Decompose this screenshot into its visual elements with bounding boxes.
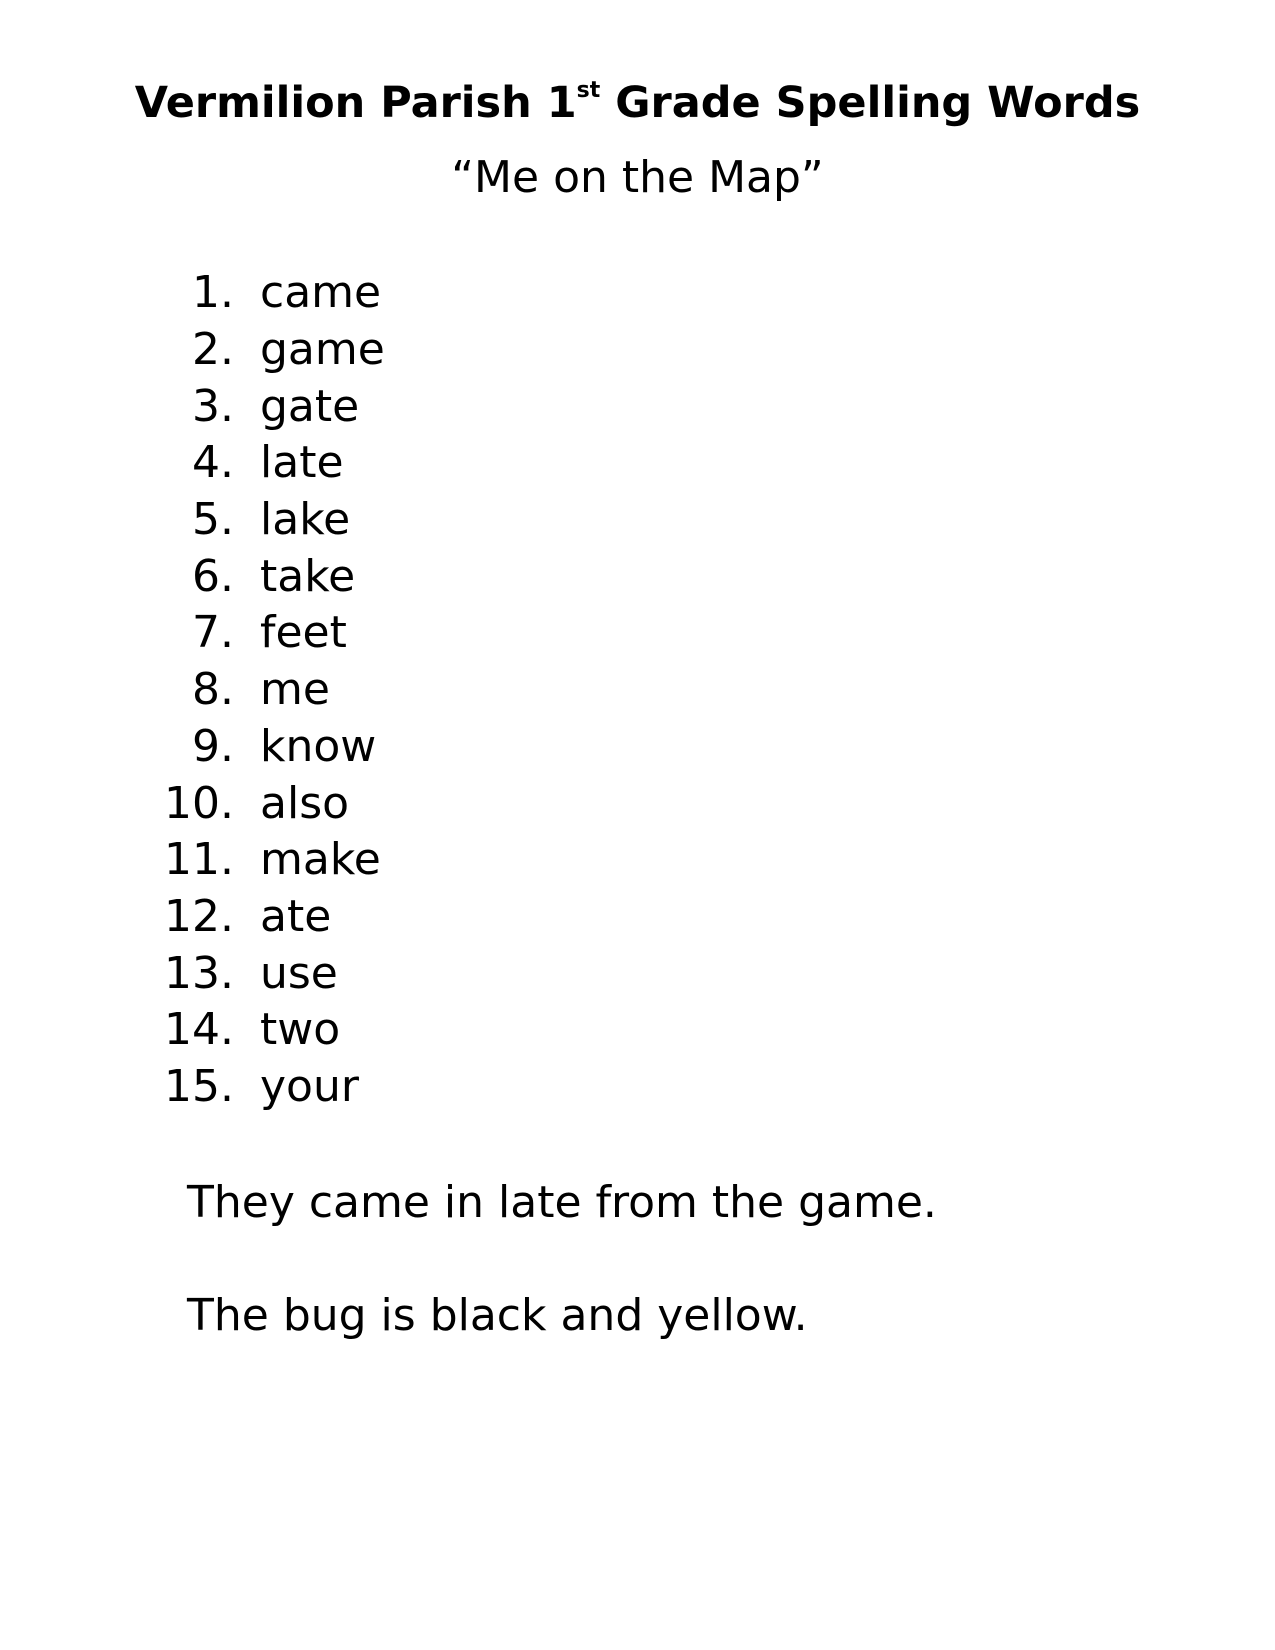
list-item [150,832,385,889]
spelling-word: take [260,550,356,602]
list-item [150,1059,385,1116]
spelling-word: late [260,437,344,489]
spelling-word: came [260,267,382,319]
list-item [150,719,385,776]
item-number: 15. [164,1060,234,1112]
list-item [150,945,385,1002]
item-number: 5. [192,494,234,546]
item-number: 4. [192,437,234,489]
list-item [150,548,385,605]
item-number: 1. [192,267,234,319]
list-item [150,775,385,832]
example-sentence-2: The bug is black and yellow. [187,1290,808,1341]
spelling-word: your [260,1060,359,1112]
title-text-end: Grade Spelling Words [600,78,1141,128]
spelling-word: also [260,777,350,829]
title-text-start: Vermilion Parish 1 [134,78,577,128]
item-number: 2. [192,324,234,376]
list-item [150,662,385,719]
list-item [150,378,385,435]
spelling-word: game [260,324,385,376]
list-item [150,435,385,492]
item-number: 13. [164,947,234,999]
spelling-word: me [260,664,330,716]
example-sentence-1: They came in late from the game. [187,1177,937,1228]
page-subtitle: “Me on the Map” [451,152,824,203]
item-number: 12. [164,890,234,942]
item-number: 11. [164,834,234,886]
spelling-word-list [150,265,385,1115]
spelling-word: know [260,720,377,772]
spelling-word: make [260,834,381,886]
item-number: 7. [192,607,234,659]
item-number: 14. [164,1004,234,1056]
item-number: 10. [164,777,234,829]
page-title [0,76,1275,130]
item-number: 9. [192,720,234,772]
list-item [150,605,385,662]
list-item [150,492,385,549]
item-number: 6. [192,550,234,602]
item-number: 3. [192,380,234,432]
spelling-word: two [260,1004,341,1056]
item-number: 8. [192,664,234,716]
spelling-word: gate [260,380,360,432]
list-item [150,265,385,322]
spelling-word: feet [260,607,347,659]
title-ordinal-suffix: st [576,78,601,103]
list-item [150,322,385,379]
spelling-word: ate [260,890,332,942]
spelling-word: lake [260,494,351,546]
spelling-word: use [260,947,338,999]
list-item [150,1002,385,1059]
list-item [150,889,385,946]
